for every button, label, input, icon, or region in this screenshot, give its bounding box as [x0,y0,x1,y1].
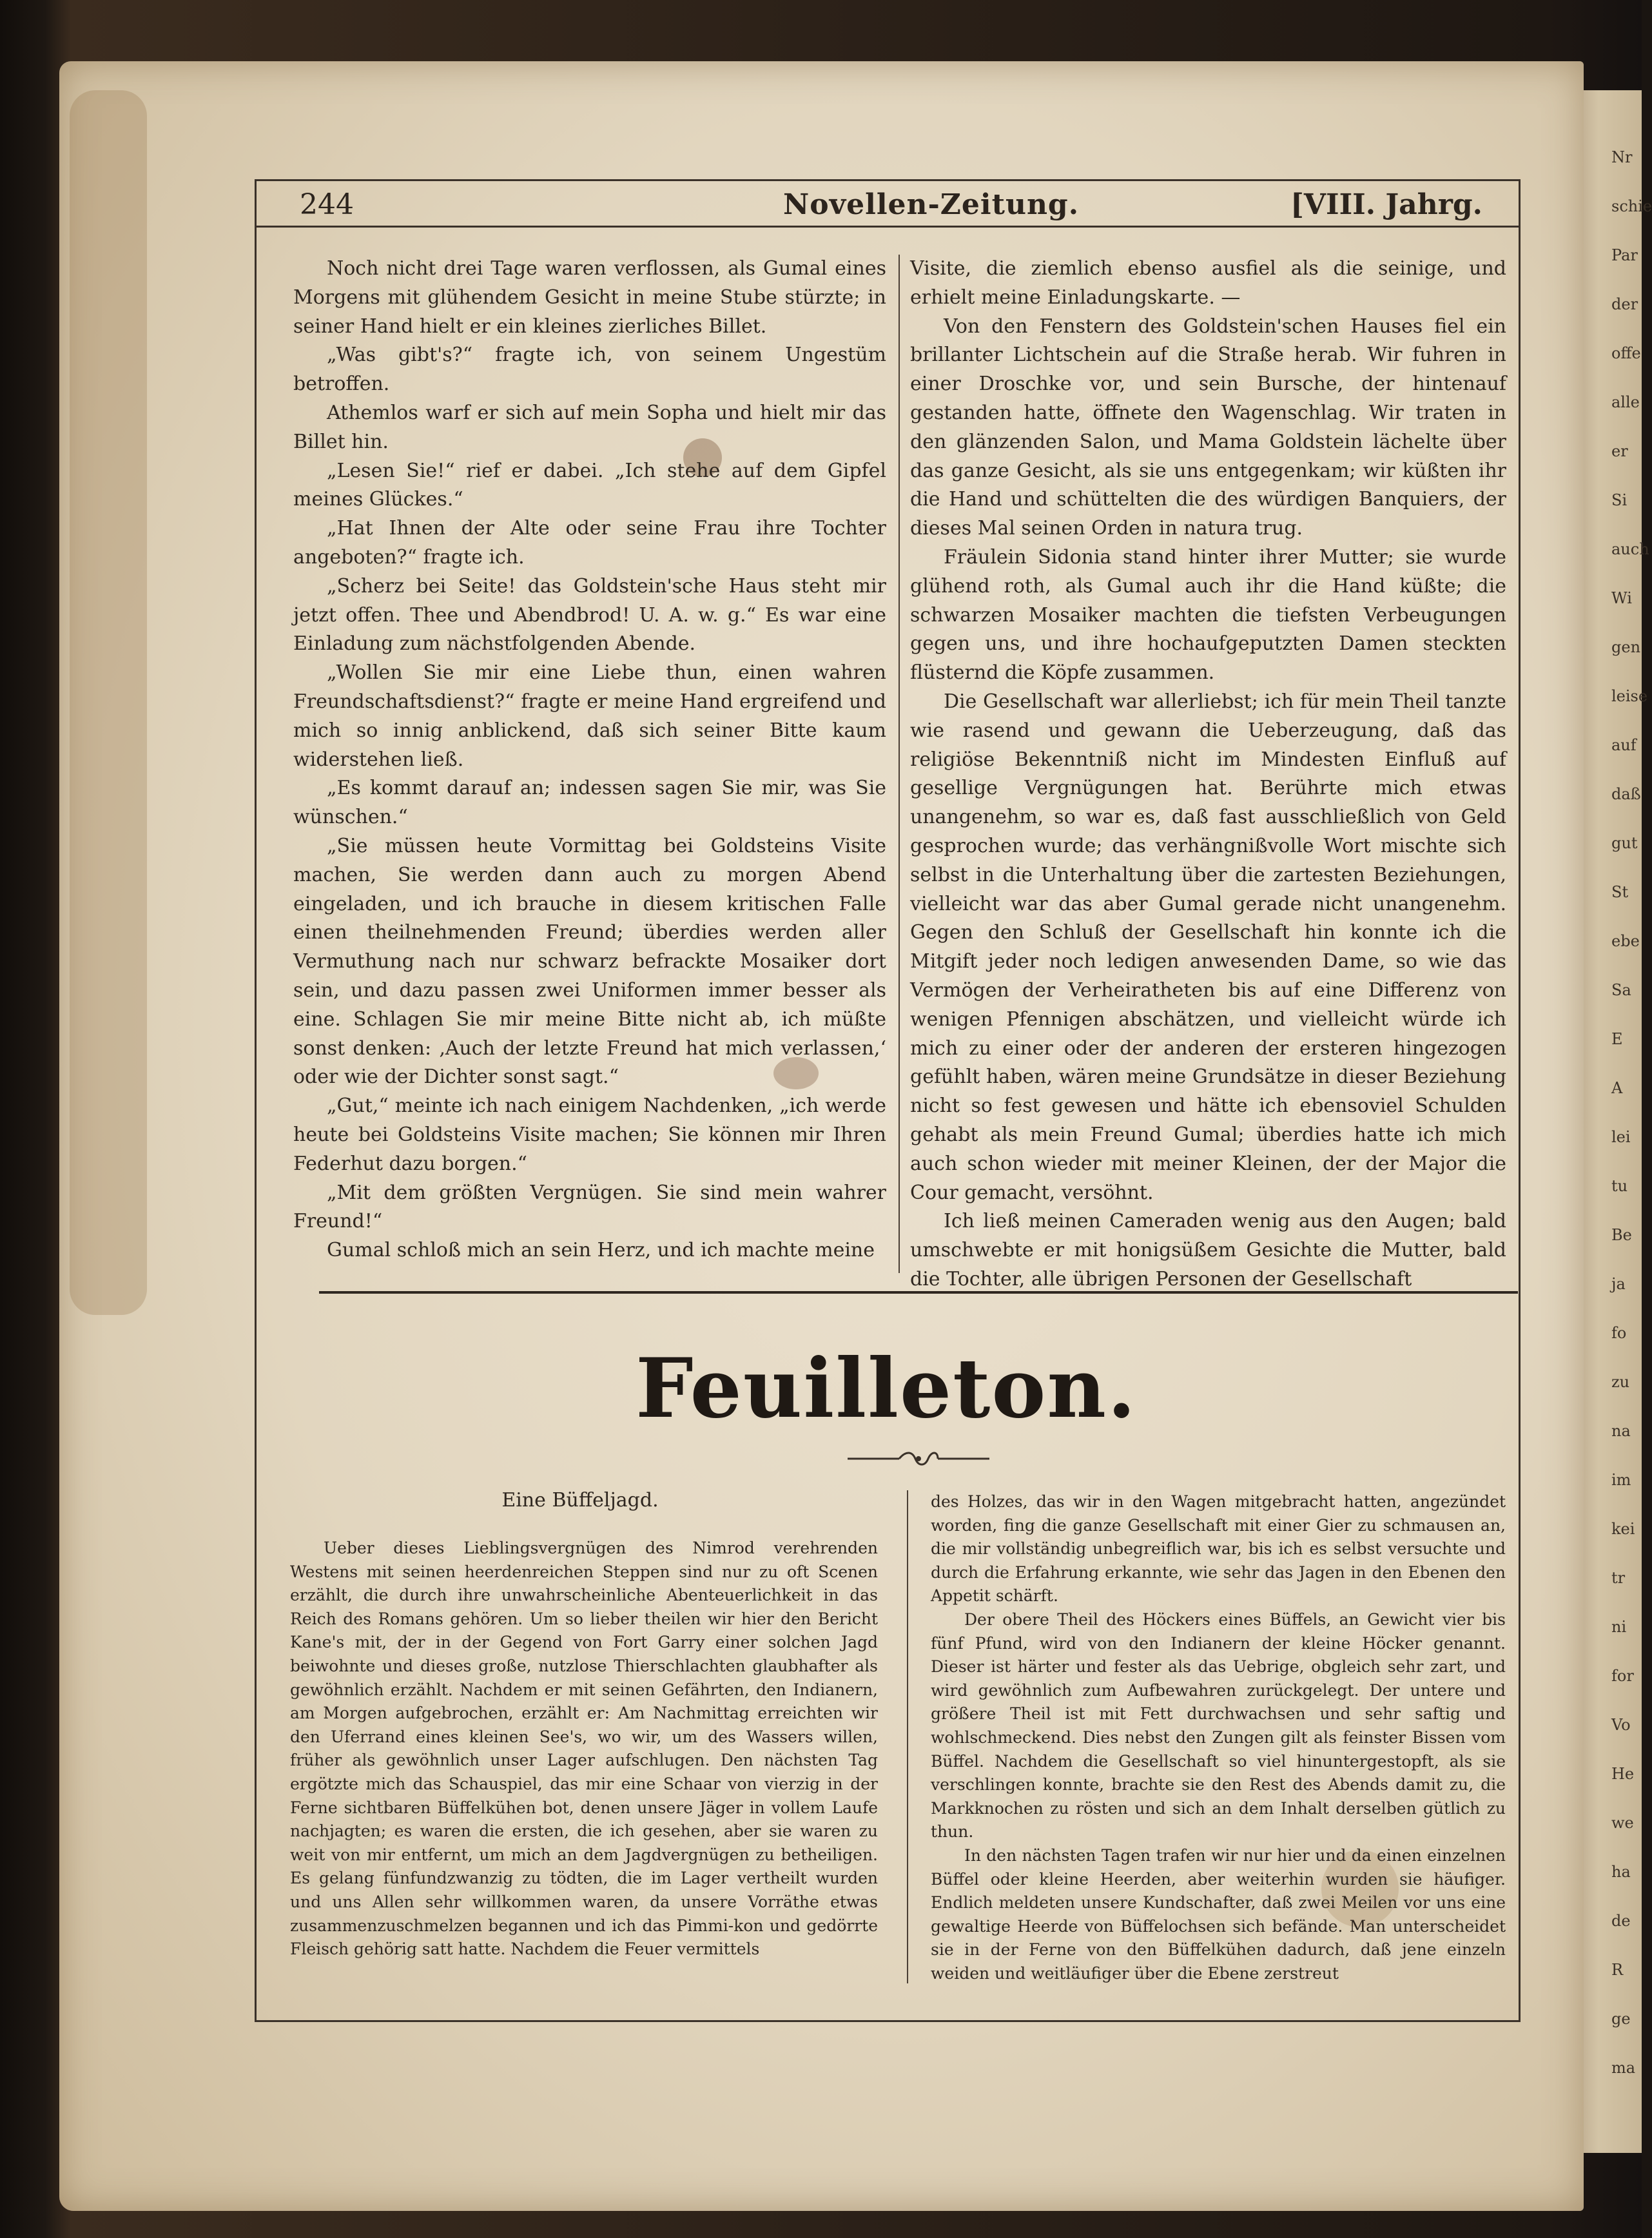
article-title: Eine Büffeljagd. [501,1489,659,1512]
facing-page-fragment: Wi [1611,589,1632,607]
running-header [258,184,1515,223]
volume-label: [VIII. Jahrg. [1290,188,1482,221]
facing-page-fragment: ni [1611,1618,1627,1636]
ornament-flourish-icon [844,1449,993,1468]
facing-page-fragment: we [1611,1814,1634,1832]
facing-page-fragment: offe [1611,344,1641,362]
story-right-column [910,255,1506,1294]
paragraph: Von den Fenstern des Goldstein'schen Hauses fiel ein brillanter Lichtschein auf die Straße herab. Wir fuhren in einer Droschke vor, und sein Bursche, der hintenauf gestanden hatte, öffnete den Wagenschlag. Wir traten in den glänzenden Salon, und Mama Goldstein lächelte über das ganze Gesicht, als sie uns entgegenkam; wir küßten ihr die Hand und schüttelten die des würdigen Banquiers, der dieses Mal seinen Orden in natura trug. [910,315,1506,540]
paragraph: Ich ließ meinen Cameraden wenig aus den Augen; bald umschwebte er mit honigsüßem Gesichte die Mutter, bald die Tochter, alle übrigen Personen der Gesellschaft [910,1210,1506,1290]
paragraph: „Gut,“ meinte ich nach einigem Nachdenken, „ich werde heute bei Goldsteins Visite machen; Sie können mir Ihren Federhut dazu borgen.“ [293,1095,886,1175]
paragraph: Fräulein Sidonia stand hinter ihrer Mutter; sie wurde glühend roth, als Gumal auch ihr die Hand küßte; die schwarzen Mosaiker machten die tiefsten Verbeugungen gegen uns, und ihre hochaufgeputzten Damen steckten flüsternd die Köpfe zusammen. [910,545,1506,685]
facing-page-fragment: de [1611,1912,1631,1930]
feuilleton-heading: Feuilleton. [636,1341,1137,1436]
paragraph: „Sie müssen heute Vormittag bei Goldsteins Visite machen, Sie werden dann auch zu morgen Abend eingeladen, und ich brauche in diesem kritischen Falle einen theilnehmenden Freund; überdies werden aller Vermuthung nach nur schwarz befrackte Mosaiker dort sein, und dazu passen zwei Uniformen immer besser als eine. Schlagen Sie mir meine Bitte nicht ab, ich müßte sonst denken: ‚Auch der letzte Freund hat mich verlassen,‘ oder wie der Dichter sonst sagt.“ [293,834,886,1089]
paragraph: „Hat Ihnen der Alte oder seine Frau ihre Tochter angeboten?“ fragte ich. [293,517,886,569]
facing-page-fragment: kei [1611,1520,1635,1538]
paragraph: „Scherz bei Seite! das Goldstein'sche Haus steht mir jetzt offen. Thee und Abendbrod! U. A. w. g.“ Es war eine Einladung zum nächstfolgenden Abende. [293,574,886,656]
facing-page-fragment: fo [1611,1324,1627,1342]
facing-page-fragment: St [1611,883,1629,901]
facing-page-fragment: Nr [1611,148,1633,166]
paragraph: „Was gibt's?“ fragte ich, von seinem Ungestüm betroffen. [293,344,886,396]
facing-page-fragment: schie [1611,197,1652,215]
facing-page-fragment: der [1611,295,1638,313]
facing-page-fragment: Si [1611,491,1628,509]
facing-page-fragment: A [1611,1079,1623,1097]
facing-page-fragment: Par [1611,246,1638,264]
paragraph: In den nächsten Tagen trafen wir nur hier und da einen einzelnen Büffel oder kleine Heerden, aber weiterhin wurden sie häufiger. Endlich meldeten unsere Kundschafter, daß zwei Meilen vor uns eine gewaltige Heerde von Büffelochsen sich befände. Man unterscheidet sie in der Ferne von den Büffelkühen dadurch, daß jene einzeln weiden und weitläufiger über die Ebene zerstreut [931,1845,1506,1983]
paragraph: „Lesen Sie!“ rief er dabei. „Ich stehe auf dem Gipfel meines Glückes.“ [293,459,886,511]
paragraph: Athemlos warf er sich auf mein Sopha und hielt mir das Billet hin. [293,401,886,453]
facing-page-fragment: ma [1611,2059,1636,2077]
facing-page-fragment: ge [1611,2010,1631,2028]
paragraph: „Wollen Sie mir eine Liebe thun, einen wahren Freundschaftsdienst?“ fragte er meine Hand ergreifend und mich so innig anblickend, daß sich seiner Bitte kaum widerstehen ließ. [293,661,886,771]
paragraph: Gumal schloß mich an sein Herz, und ich machte meine [327,1239,875,1262]
paragraph: Visite, die ziemlich ebenso ausfiel als die seinige, und erhielt meine Einladungskarte. — [910,257,1506,309]
facing-page-fragment: im [1611,1471,1631,1489]
paragraph: Noch nicht drei Tage waren verflossen, als Gumal eines Morgens mit glühendem Gesicht in meine Stube stürzte; in seiner Hand hielt er ein kleines zierliches Billet. [293,257,886,338]
facing-page-fragment: gen [1611,638,1641,656]
facing-page-fragment: E [1611,1030,1623,1048]
running-title: Novellen-Zeitung. [783,188,1080,221]
facing-page-fragment: leise [1611,687,1648,705]
facing-page-fragment: auch [1611,540,1649,558]
paragraph: Der obere Theil des Höckers eines Büffels, an Gewicht vier bis fünf Pfund, wird von den Indianern der kleine Höcker genannt. Dieser ist härter und fester als das Uebrige, obgleich sehr zart, und wird gewöhnlich zum Aufbewahren zurückgelegt. Der untere und größere Theil ist mit Fett durchwachsen und sehr saftig und wohlschmeckend. Dies nebst den Zungen gilt als feinster Bissen vom Büffel. Nachdem die Gesellschaft so viel hinuntergestopft, als sie verschlingen konnte, brachte sie den Rest des Abends damit zu, die Markknochen zu rösten und sich an dem Inhalt derselben gütlich zu thun. [931,1610,1506,1842]
page-number: 244 [300,188,354,221]
facing-page-fragment: ha [1611,1863,1631,1881]
facing-page-fragment: gut [1611,834,1638,852]
facing-page-fragment: daß [1611,785,1641,803]
paragraph: des Holzes, das wir in den Wagen mitgebracht hatten, angezündet worden, fing die ganze Gesellschaft mit einer Gier zu schmausen an, die mir vollständig unbegreiflich war, bis ich es selbst versuchte und durch die Erfahrung erkannte, wie sehr das Jagen in den Ebenen den Appetit schärft. [931,1492,1506,1606]
column-divider [899,255,900,1273]
facing-page-fragment: zu [1611,1373,1630,1391]
facing-page-fragment: tr [1611,1569,1626,1587]
facing-page-fragment: er [1611,442,1628,460]
paragraph: Die Gesellschaft war allerliebst; ich für mein Theil tanzte wie rasend und gewann die Ueberzeugung, daß das religiöse Bekenntniß nicht im Mindesten Einfluß auf gesellige Vergnügungen hat. Berührte mich etwas unangenehm, so war es, daß fast ausschließlich von Geld gesprochen wurde; das verhängnißvolle Wort mischte sich selbst in die Unterhaltung über die zartesten Beziehungen, vielleicht war das aber Gumal gerade nicht unangenehm. Gegen den Schluß der Gesellschaft hin konnte ich die Mitgift jeder noch ledigen anwesenden Dame, so wie das Vermögen der Verheiratheten bis auf eine Differenz von wenigen Pfennigen abschätzen, und vielleicht würde ich mich zu einer oder der anderen der ersteren hingezogen gefühlt haben, wären meine Grundsätze in dieser Beziehung nicht so fest gewesen und hätte ich ebensoviel Schulden gehabt als mein Freund Gumal; überdies hatte ich mich auch schon wieder mit meiner Kleinen, der der Major die Cour gemacht, versöhnt. [910,690,1506,1204]
feuilleton-left-column [290,1537,878,1961]
facing-page-fragment: alle [1611,393,1640,411]
facing-page-fragment: na [1611,1422,1631,1440]
facing-page-fragment: Vo [1611,1716,1631,1734]
column-divider [907,1490,908,1983]
facing-page-fragment: Be [1611,1226,1632,1244]
paragraph: „Mit dem größten Vergnügen. Sie sind mein wahrer Freund!“ [293,1181,886,1233]
facing-page-fragment: ja [1611,1275,1626,1293]
header-rule [255,226,1519,228]
story-left-column [293,255,886,1265]
facing-page-fragment: He [1611,1765,1635,1783]
facing-page-fragment: for [1611,1667,1634,1685]
facing-page-fragment: lei [1611,1128,1631,1146]
feuilleton-right-column [931,1490,1506,1985]
facing-page-fragment: tu [1611,1177,1628,1195]
facing-page-fragment: R [1611,1961,1624,1979]
facing-page-fragment: auf [1611,736,1637,754]
section-rule [319,1291,1518,1294]
facing-page-fragment: Sa [1611,981,1631,999]
facing-page-fragment: ebe [1611,932,1640,950]
paragraph: „Es kommt darauf an; indessen sagen Sie mir, was Sie wünschen.“ [293,777,886,829]
paragraph: Ueber dieses Lieblingsvergnügen des Nimrod verehrenden Westens mit seinen heerdenreichen Steppen sind nur zu oft Scenen erzählt, die durch ihre unwahrscheinliche Abenteuerlichkeit in das Reich des Romans gehören. Um so lieber theilen wir hier den Bericht Kane's mit, der in der Gegend von Fort Garry einer solchen Jagd beiwohnte und dieses große, nutzlose Thierschlachten glaubhafter als gewöhnlich erzählt. Nachdem er mit seinen Gefährten, den Indianern, am Morgen aufgebrochen, erzählt er: Am Nachmittag erreichten wir den Uferrand eines kleinen See's, wo wir, um des Wassers willen, früher als gewöhnlich unser Lager aufschlugen. Den nächsten Tag ergötzte mich das Schauspiel, das mir eine Schaar von vierzig in der Ferne sichtbaren Büffelkühen bot, denen unsere Jäger in vollem Laufe nachjagten; es waren die ersten, die ich gesehen, aber sie waren zu weit von mir entfernt, um mich an dem Jagdvergnügen zu betheiligen. Es gelang fünfundzwanzig zu tödten, die im Lager vertheilt wurden und uns Allen sehr willkommen waren, da unsere Vorräthe etwas zusammenzuschmelzen begannen und ich das Pimmi-kon und gedörrte Fleisch gehörig satt hatte. Nachdem die Feuer vermittels [290,1539,878,1959]
